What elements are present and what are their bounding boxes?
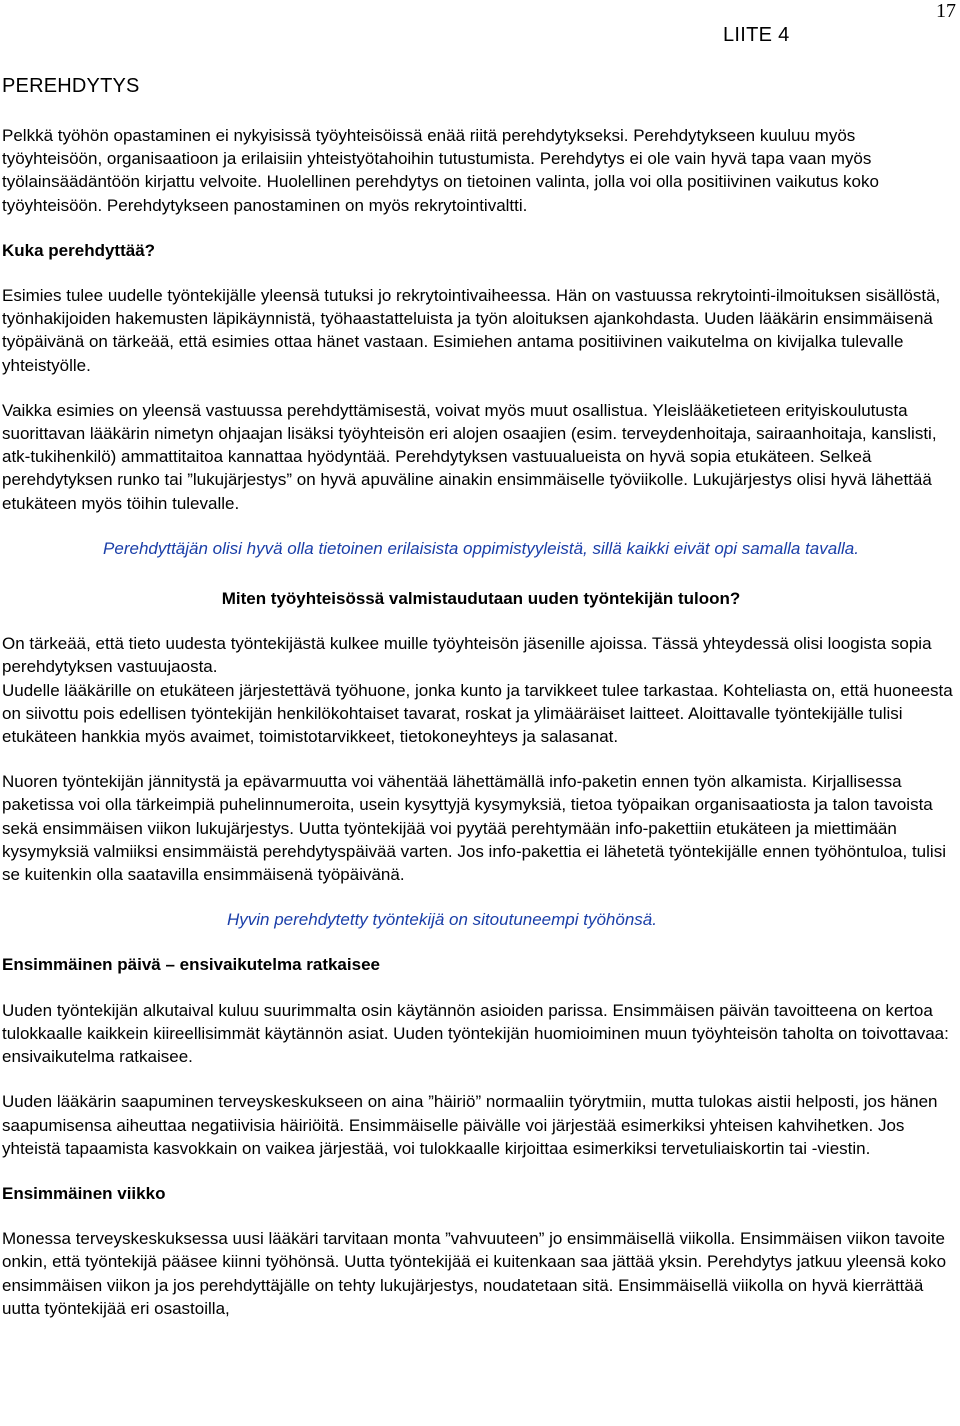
first-week-heading: Ensimmäinen viikko [2, 1183, 166, 1203]
first-day-heading: Ensimmäinen päivä – ensivaikutelma ratkaisee [2, 955, 380, 975]
document-body [2, 124, 960, 1320]
prepare-paragraph-2: Uudelle lääkärille on etukäteen järjestettävä työhuone, jonka kunto ja tarvikkeet tulee tarkastaa. Kohteliasta on, että huoneesta on siivottu pois edellisen työntekijän henkilökohtaiset tavarat, roskat ja ylimääräiset laitteet. Aloittavalle työntekijälle tulisi etukäteen hankkia myös avaimet, toimistotarvikkeet, tietokoneyhteys ja salasanat. [2, 680, 953, 747]
who-paragraph-1: Esimies tulee uudelle työntekijälle yleensä tutuksi jo rekrytointivaiheessa. Hän on vastuussa rekrytointi-ilmoituksen sisällöstä, työnhakijoiden hakemusten läpikäynnistä, työhaastatteluista ja työn aloituksen ajankohdasta. Uuden lääkärin ensimmäisenä työpäivänä on tärkeää, että esimies ottaa hänet vastaan. Esimiehen antama positiivinen vaikutelma on kivijalka tulevalle yhteistyölle. [2, 286, 941, 375]
page-number: 17 [936, 0, 956, 22]
appendix-label: LIITE 4 [723, 24, 790, 46]
callout-learning-styles: Perehdyttäjän olisi hyvä olla tietoinen erilaisista oppimistyyleistä, sillä kaikki eivät opi samalla tavalla. [103, 538, 859, 558]
prepare-paragraph-1: On tärkeää, että tieto uudesta työntekijästä kulkee muille työyhteisön jäsenille ajoissa. Tässä yhteydessä olisi loogista sopia perehdytyksen vastuujaosta. [2, 634, 932, 677]
prepare-heading: Miten työyhteisössä valmistaudutaan uuden työntekijän tuloon? [221, 589, 741, 609]
first-week-paragraph-1: Monessa terveyskeskuksessa uusi lääkäri tarvitaan monta ”vahvuuteen” jo ensimmäisellä viikolla. Ensimmäisen viikon tavoite onkin, että työntekijä pääsee kiinni työhönsä. Uutta työntekijää ei kuitenkaan saa jättää yksin. Perehdytys jatkuu yleensä koko ensimmäisen viikon ja jos perehdyttäjälle on tehty lukujärjestys, noudatetaan sitä. Ensimmäisellä viikolla on hyvä kierrättää uutta työntekijää eri osastoilla, [2, 1229, 947, 1318]
callout-committed: Hyvin perehdytetty työntekijä on sitoutuneempi työhönsä. [227, 910, 657, 930]
who-paragraph-2: Vaikka esimies on yleensä vastuussa perehdyttämisestä, voivat myös muut osallistua. Yleislääketieteen erityiskoulutusta suorittavan lääkärin nimetyn ohjaajan lisäksi työyhteisön eri alojen osaajien (esim. terveydenhoitaja, sairaanhoitaja, kanslisti, atk-tukihenkilö) ammattitaitoa kannattaa hyödyntää. Perehdytyksen vastuualueista on hyvä sopia etukäteen. Selkeä perehdytyksen runko tai ”lukujärjestys” on hyvä apuväline ainakin ensimmäiselle työviikolle. Lukujärjestys olisi hyvä lähettää etukäteen myös töihin tulevalle. [2, 400, 937, 513]
who-heading: Kuka perehdyttää? [2, 240, 156, 260]
prepare-paragraph-3: Nuoren työntekijän jännitystä ja epävarmuutta voi vähentää lähettämällä info-paketin ennen työn alkamista. Kirjallisessa paketissa voi olla tärkeimpiä puhelinnumeroita, usein kysyttyjä kysymyksiä, tietoa työpaikan organisaatiosta ja talon tavoista sekä ensimmäisen viikon lukujärjestys. Uutta työntekijää voi pyytää perehtymään info-pakettiin etukäteen ja miettimään kysymyksiä valmiiksi ensimmäistä perehdytyspäivää varten. Jos info-pakettia ei lähetetä työntekijälle ennen työhöntuloa, tulisi se kuitenkin olla saatavilla ensimmäisenä työpäivänä. [2, 772, 946, 885]
page-title: PEREHDYTYS [2, 75, 140, 97]
intro-paragraph: Pelkkä työhön opastaminen ei nykyisissä työyhteisöissä enää riitä perehdytykseksi. Perehdytykseen kuuluu myös työyhteisöön, organisaatioon ja erilaisiin yhteistyötahoihin tutustumista. Perehdytys ei ole vain hyvä tapa vaan myös työlainsäädäntöön kirjattu velvoite. Huolellinen perehdytys on tietoinen valinta, jolla voi olla positiivinen vaikutus koko työyhteisöön. Perehdytykseen panostaminen on myös rekrytointivaltti. [2, 126, 879, 215]
first-day-paragraph-2: Uuden lääkärin saapuminen terveyskeskukseen on aina ”häiriö” normaaliin työrytmiin, mutta tulokas aistii helposti, jos hänen saapumisensa aiheuttaa negatiivisia häiriöitä. Ensimmäiselle päivälle voi järjestää esimerkiksi yhteisen kahvihetken. Jos yhteistä tapaamista kasvokkain on vaikea järjestää, voi tulokkaalle kirjoittaa esimerkiksi tervetuliaiskortin tai -viestin. [2, 1092, 938, 1158]
first-day-paragraph-1: Uuden työntekijän alkutaival kuluu suurimmalta osin käytännön asioiden parissa. Ensimmäisen päivän tavoitteena on kertoa tulokkaalle kaikkein kiireellisimmät käytännön asiat. Uuden työntekijän huomioiminen muun työyhteisön taholta on toivottavaa: ensivaikutelma ratkaisee. [2, 1000, 949, 1067]
